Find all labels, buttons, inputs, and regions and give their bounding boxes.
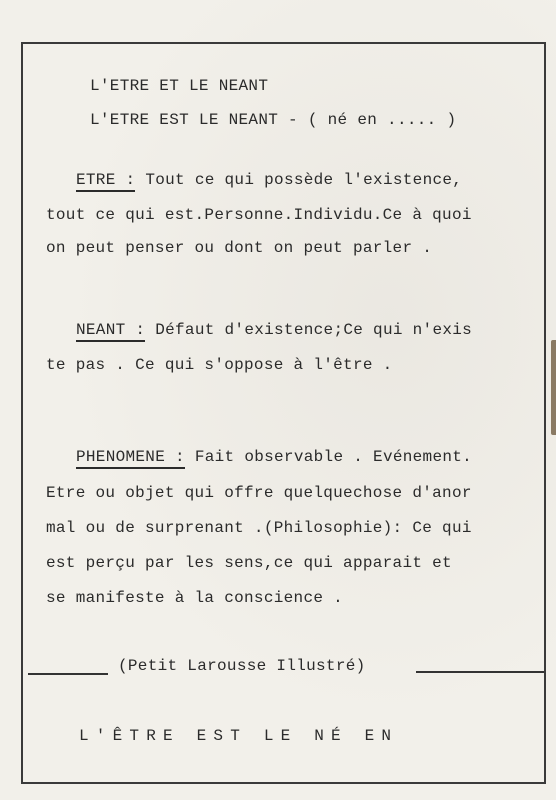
definition-phenomene-text: Fait observable . Evénement. bbox=[184, 448, 473, 466]
term-neant: NEANT : bbox=[76, 321, 145, 342]
definition-phenomene-line: mal ou de surprenant .(Philosophie): Ce qui bbox=[46, 519, 472, 537]
definition-neant-line: te pas . Ce qui s'oppose à l'être . bbox=[46, 356, 393, 374]
term-phenomene: PHENOMENE : bbox=[76, 448, 185, 469]
definition-neant-first-line bbox=[76, 320, 472, 340]
footer-text: L'ÊTRE EST LE NÉ EN bbox=[79, 727, 399, 745]
definition-phenomene-line: se manifeste à la conscience . bbox=[46, 589, 344, 607]
definition-etre-line: on peut penser ou dont on peut parler . bbox=[46, 239, 433, 257]
definition-etre-first-line bbox=[76, 170, 462, 190]
source-rule-right bbox=[416, 671, 544, 673]
term-etre: ETRE : bbox=[76, 171, 135, 192]
definition-phenomene-line: Etre ou objet qui offre quelquechose d'anor bbox=[46, 484, 472, 502]
source-citation: (Petit Larousse Illustré) bbox=[118, 657, 366, 675]
card-edge-mark bbox=[551, 340, 556, 435]
definition-etre-line: tout ce qui est.Personne.Individu.Ce à quoi bbox=[46, 206, 472, 224]
definition-phenomene-first-line bbox=[76, 447, 472, 467]
header-title: L'ETRE ET LE NEANT bbox=[90, 77, 269, 95]
source-rule-left bbox=[28, 673, 108, 675]
definition-etre-text: Tout ce qui possède l'existence, bbox=[135, 171, 463, 189]
header-subtitle: L'ETRE EST LE NEANT - ( né en ..... ) bbox=[90, 111, 457, 129]
definition-neant-text: Défaut d'existence;Ce qui n'exis bbox=[145, 321, 473, 339]
definition-phenomene-line: est perçu par les sens,ce qui apparait et bbox=[46, 554, 452, 572]
